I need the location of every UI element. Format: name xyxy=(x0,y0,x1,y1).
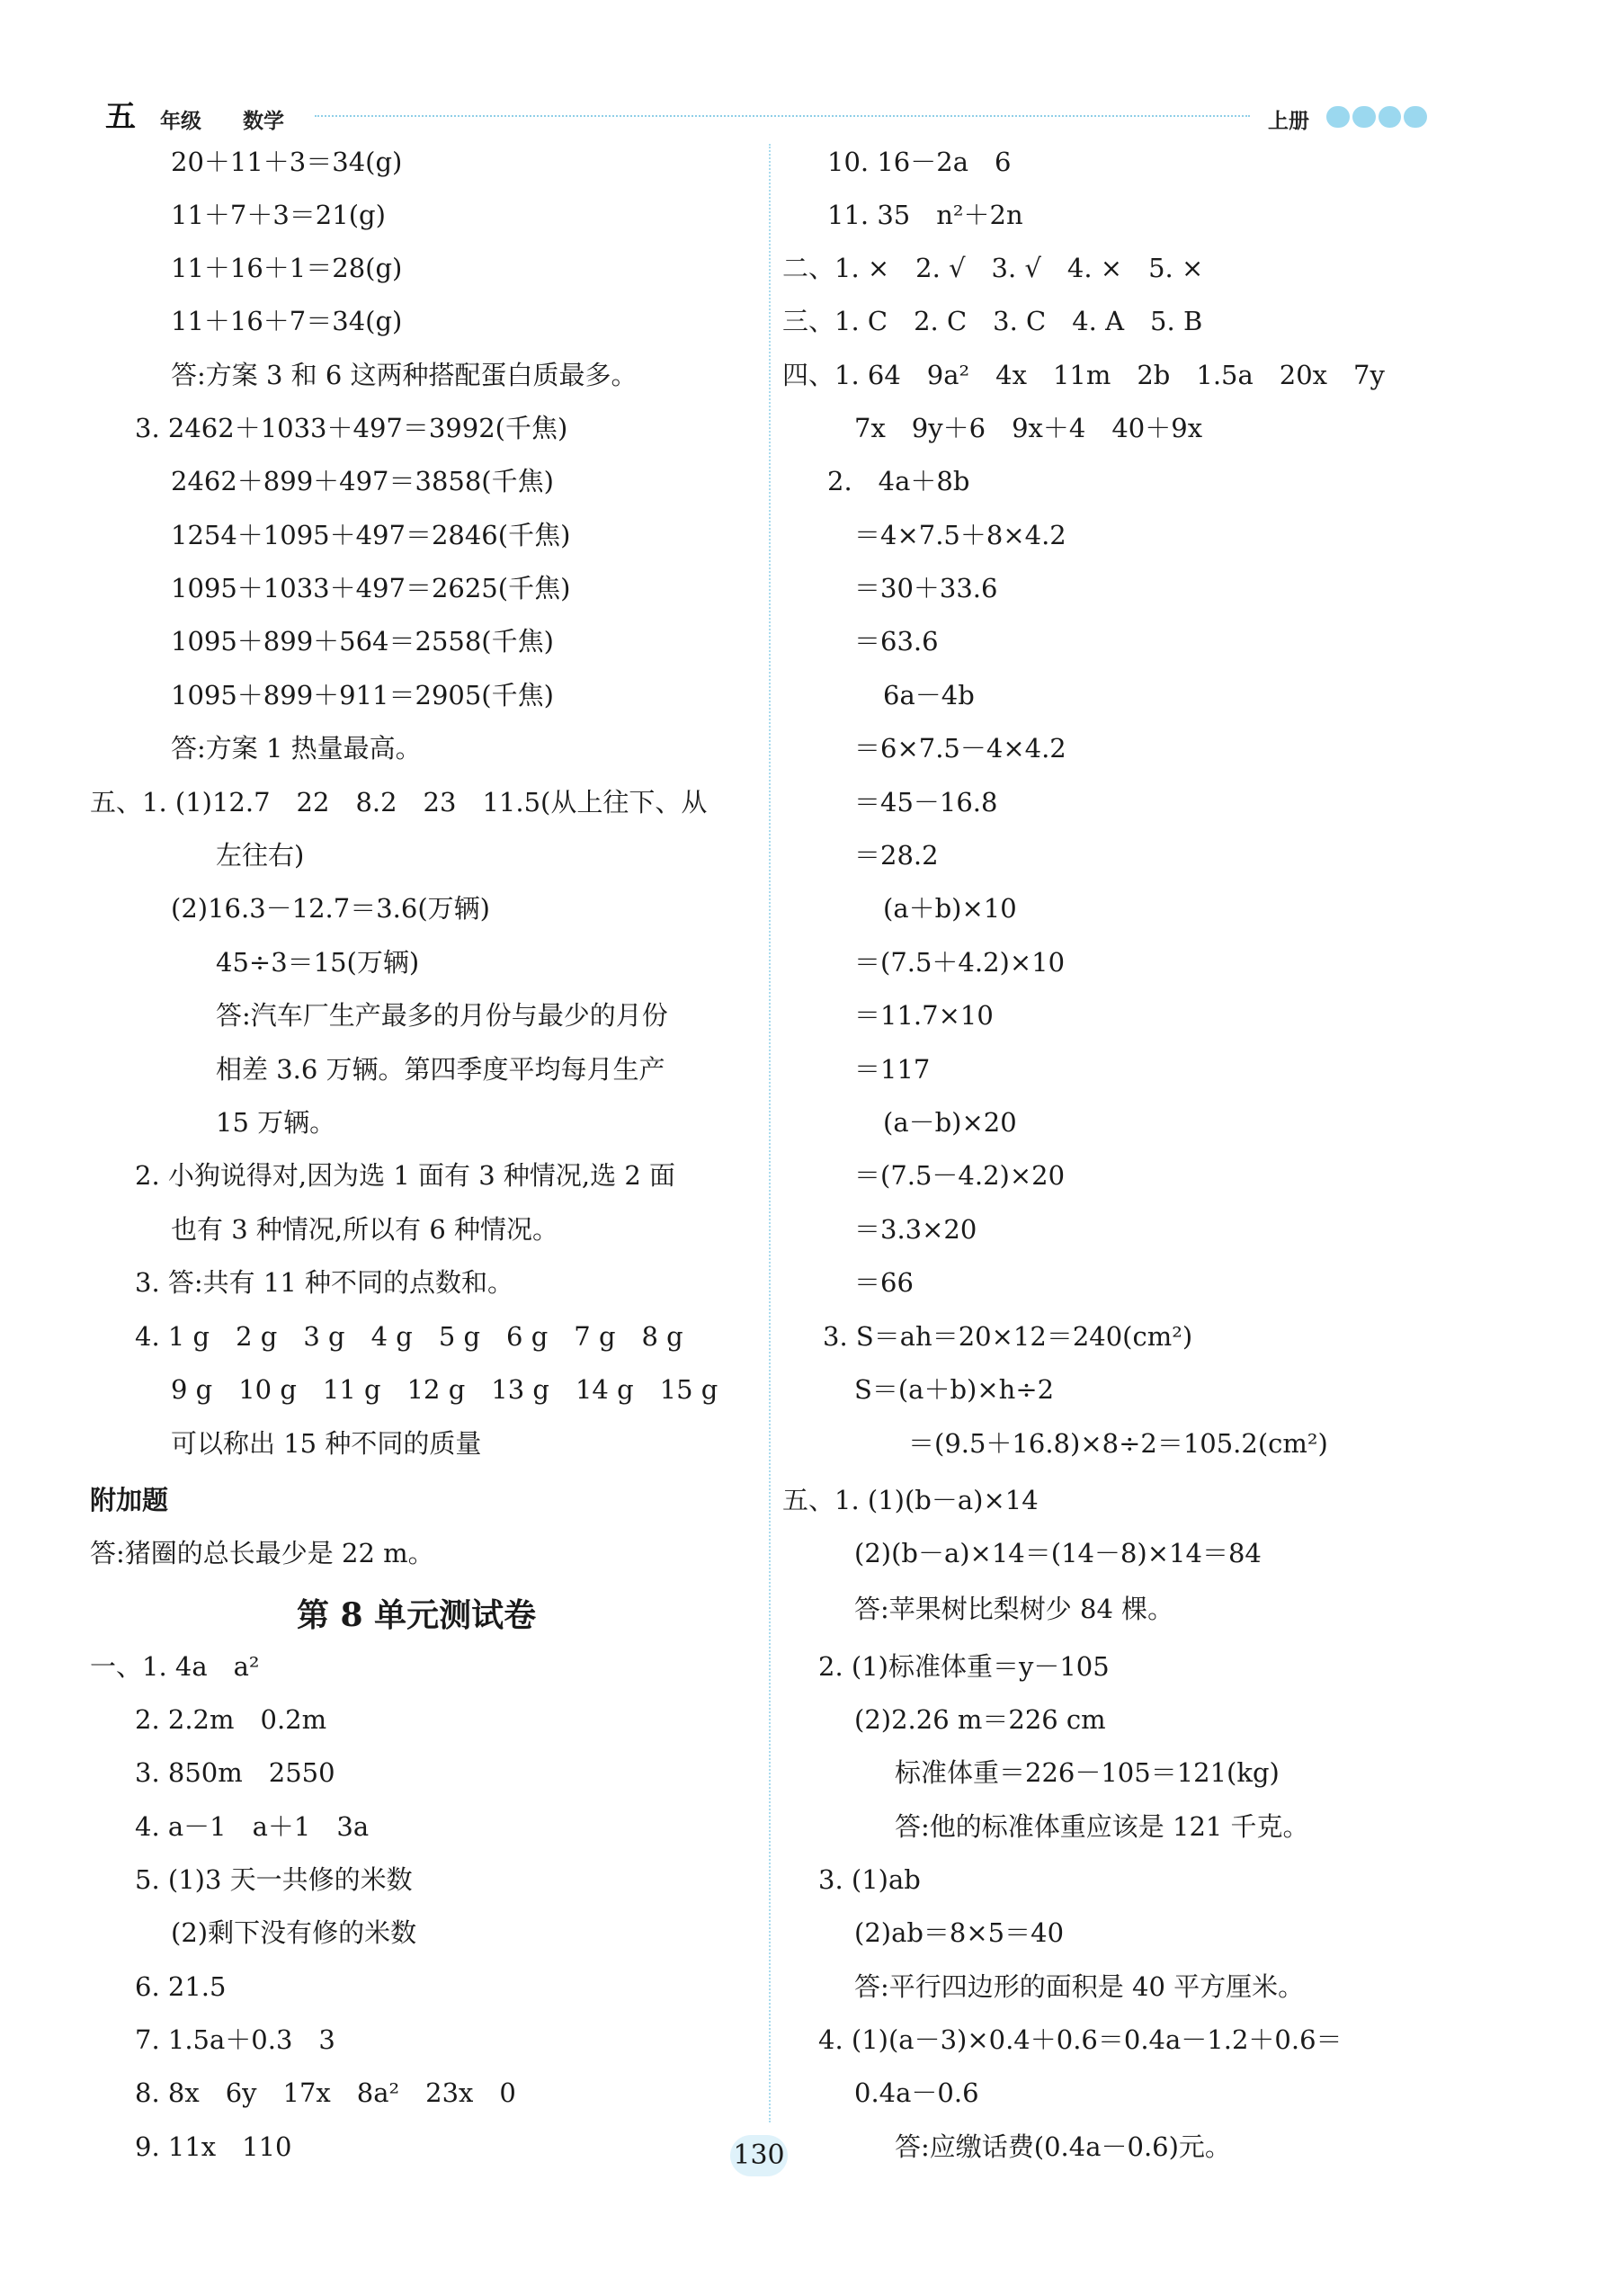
column-divider xyxy=(769,144,771,2122)
answer-line: 答:苹果树比梨树少 84 棵。 xyxy=(854,1594,1174,1624)
answer-line: 9. 11x 110 xyxy=(135,2131,292,2162)
answer-line: 15 万辆。 xyxy=(216,1107,336,1138)
answer-line: 2. 2.2m 0.2m xyxy=(135,1704,327,1735)
answer-line: 11＋7＋3＝21(g) xyxy=(171,200,386,230)
answer-line: 3. (1)ab xyxy=(818,1864,921,1895)
answer-line: S＝(a＋b)×h÷2 xyxy=(854,1374,1055,1405)
answer-line: 2. 小狗说得对,因为选 1 面有 3 种情况,选 2 面 xyxy=(135,1160,675,1191)
answer-line: 1095＋899＋911＝2905(千焦) xyxy=(171,680,554,710)
answer-line: ＝117 xyxy=(854,1054,931,1085)
answer-line: (2)(b－a)×14＝(14－8)×14＝84 xyxy=(854,1538,1262,1568)
answer-line: 答:平行四边形的面积是 40 平方厘米。 xyxy=(854,1971,1305,2002)
answer-line: 3. 答:共有 11 种不同的点数和。 xyxy=(135,1267,513,1298)
answer-line: 答:方案 3 和 6 这两种搭配蛋白质最多。 xyxy=(171,360,638,390)
answer-line: ＝45－16.8 xyxy=(854,787,998,817)
answer-line: 四、1. 64 9a² 4x 11m 2b 1.5a 20x 7y xyxy=(782,360,1385,390)
answer-line: 1095＋1033＋497＝2625(千焦) xyxy=(171,573,571,603)
header-decoration-icon xyxy=(1326,106,1427,128)
answer-line: ＝30＋33.6 xyxy=(854,573,998,603)
answer-line: 7x 9y＋6 9x＋4 40＋9x xyxy=(854,413,1203,443)
page-header xyxy=(90,95,1421,140)
answer-line: 答:汽车厂生产最多的月份与最少的月份 xyxy=(216,1000,668,1031)
answer-line: 11. 35 n²＋2n xyxy=(827,200,1023,230)
answer-line: 答:猪圈的总长最少是 22 m。 xyxy=(90,1538,434,1568)
answer-line: 左往右) xyxy=(216,840,305,871)
answer-line: 可以称出 15 种不同的质量 xyxy=(171,1428,482,1459)
answer-line: 10. 16－2a 6 xyxy=(827,147,1012,177)
answer-line: 5. (1)3 天一共修的米数 xyxy=(135,1864,413,1895)
answer-line: (2)2.26 m＝226 cm xyxy=(854,1704,1106,1735)
answer-line: 2. (1)标准体重＝y－105 xyxy=(818,1651,1110,1682)
answer-line: ＝(7.5－4.2)×20 xyxy=(854,1160,1066,1191)
answer-line: 45÷3＝15(万辆) xyxy=(216,947,420,978)
volume-label: 上册 xyxy=(1268,110,1309,133)
answer-line: ＝(7.5＋4.2)×10 xyxy=(854,947,1066,978)
answer-line: 三、1. C 2. C 3. C 4. A 5. B xyxy=(782,306,1203,336)
answer-line: 一、1. 4a a² xyxy=(90,1651,260,1682)
page-number: 130 xyxy=(730,2135,788,2176)
answer-line: 答:他的标准体重应该是 121 千克。 xyxy=(895,1811,1309,1842)
subject-label: 数学 xyxy=(243,110,284,133)
answer-line: (a＋b)×10 xyxy=(883,893,1017,924)
answer-line: 1254＋1095＋497＝2846(千焦) xyxy=(171,520,571,550)
section-title: 第 8 单元测试卷 xyxy=(297,1596,537,1634)
bonus-heading: 附加题 xyxy=(90,1485,169,1515)
answer-line: ＝63.6 xyxy=(854,626,939,657)
answer-line: 2. 4a＋8b xyxy=(827,466,970,496)
answer-line: 4. (1)(a－3)×0.4＋0.6＝0.4a－1.2＋0.6＝ xyxy=(818,2024,1343,2055)
answer-line: 二、1. × 2. √ 3. √ 4. × 5. × xyxy=(782,253,1204,283)
header-divider xyxy=(315,115,1250,117)
answer-line: 7. 1.5a＋0.3 3 xyxy=(135,2024,335,2055)
answer-line: 3. S＝ah＝20×12＝240(cm²) xyxy=(823,1321,1193,1352)
answer-line: 9 g 10 g 11 g 12 g 13 g 14 g 15 g xyxy=(171,1374,718,1405)
grade-badge: 五 xyxy=(105,99,136,135)
answer-line: 2462＋899＋497＝3858(千焦) xyxy=(171,466,554,496)
answer-line: ＝66 xyxy=(854,1267,914,1298)
answer-line: 4. 1 g 2 g 3 g 4 g 5 g 6 g 7 g 8 g xyxy=(135,1321,683,1352)
answer-line: 8. 8x 6y 17x 8a² 23x 0 xyxy=(135,2077,516,2108)
answer-line: ＝28.2 xyxy=(854,840,939,871)
answer-line: 标准体重＝226－105＝121(kg) xyxy=(895,1757,1280,1788)
answer-line: 0.4a－0.6 xyxy=(854,2077,979,2108)
answer-line: 4. a－1 a＋1 3a xyxy=(135,1811,370,1842)
answer-line: ＝(9.5＋16.8)×8÷2＝105.2(cm²) xyxy=(908,1428,1328,1459)
answer-line: 6. 21.5 xyxy=(135,1971,227,2002)
answer-line: (2)剩下没有修的米数 xyxy=(171,1917,417,1948)
answer-line: 11＋16＋7＝34(g) xyxy=(171,306,403,336)
answer-line: ＝11.7×10 xyxy=(854,1000,994,1031)
answer-line: 6a－4b xyxy=(883,680,975,710)
answer-line: 五、1. (1)12.7 22 8.2 23 11.5(从上往下、从 xyxy=(90,787,708,817)
answer-line: 答:应缴话费(0.4a－0.6)元。 xyxy=(895,2131,1231,2162)
answer-line: 20＋11＋3＝34(g) xyxy=(171,147,403,177)
answer-line: ＝6×7.5－4×4.2 xyxy=(854,733,1066,764)
answer-line: 相差 3.6 万辆。第四季度平均每月生产 xyxy=(216,1054,665,1085)
answer-line: 1095＋899＋564＝2558(千焦) xyxy=(171,626,554,657)
answer-line: 答:方案 1 热量最高。 xyxy=(171,733,422,764)
answer-line: (2)ab＝8×5＝40 xyxy=(854,1917,1065,1948)
answer-line: 3. 2462＋1033＋497＝3992(千焦) xyxy=(135,413,568,443)
answer-line: 11＋16＋1＝28(g) xyxy=(171,253,403,283)
answer-line: (2)16.3－12.7＝3.6(万辆) xyxy=(171,893,490,924)
grade-label: 年级 xyxy=(160,110,201,133)
answer-line: (a－b)×20 xyxy=(883,1107,1017,1138)
answer-line: 五、1. (1)(b－a)×14 xyxy=(782,1485,1039,1515)
answer-line: 也有 3 种情况,所以有 6 种情况。 xyxy=(171,1214,558,1245)
answer-line: ＝4×7.5＋8×4.2 xyxy=(854,520,1066,550)
answer-line: 3. 850m 2550 xyxy=(135,1757,335,1788)
answer-line: ＝3.3×20 xyxy=(854,1214,977,1245)
